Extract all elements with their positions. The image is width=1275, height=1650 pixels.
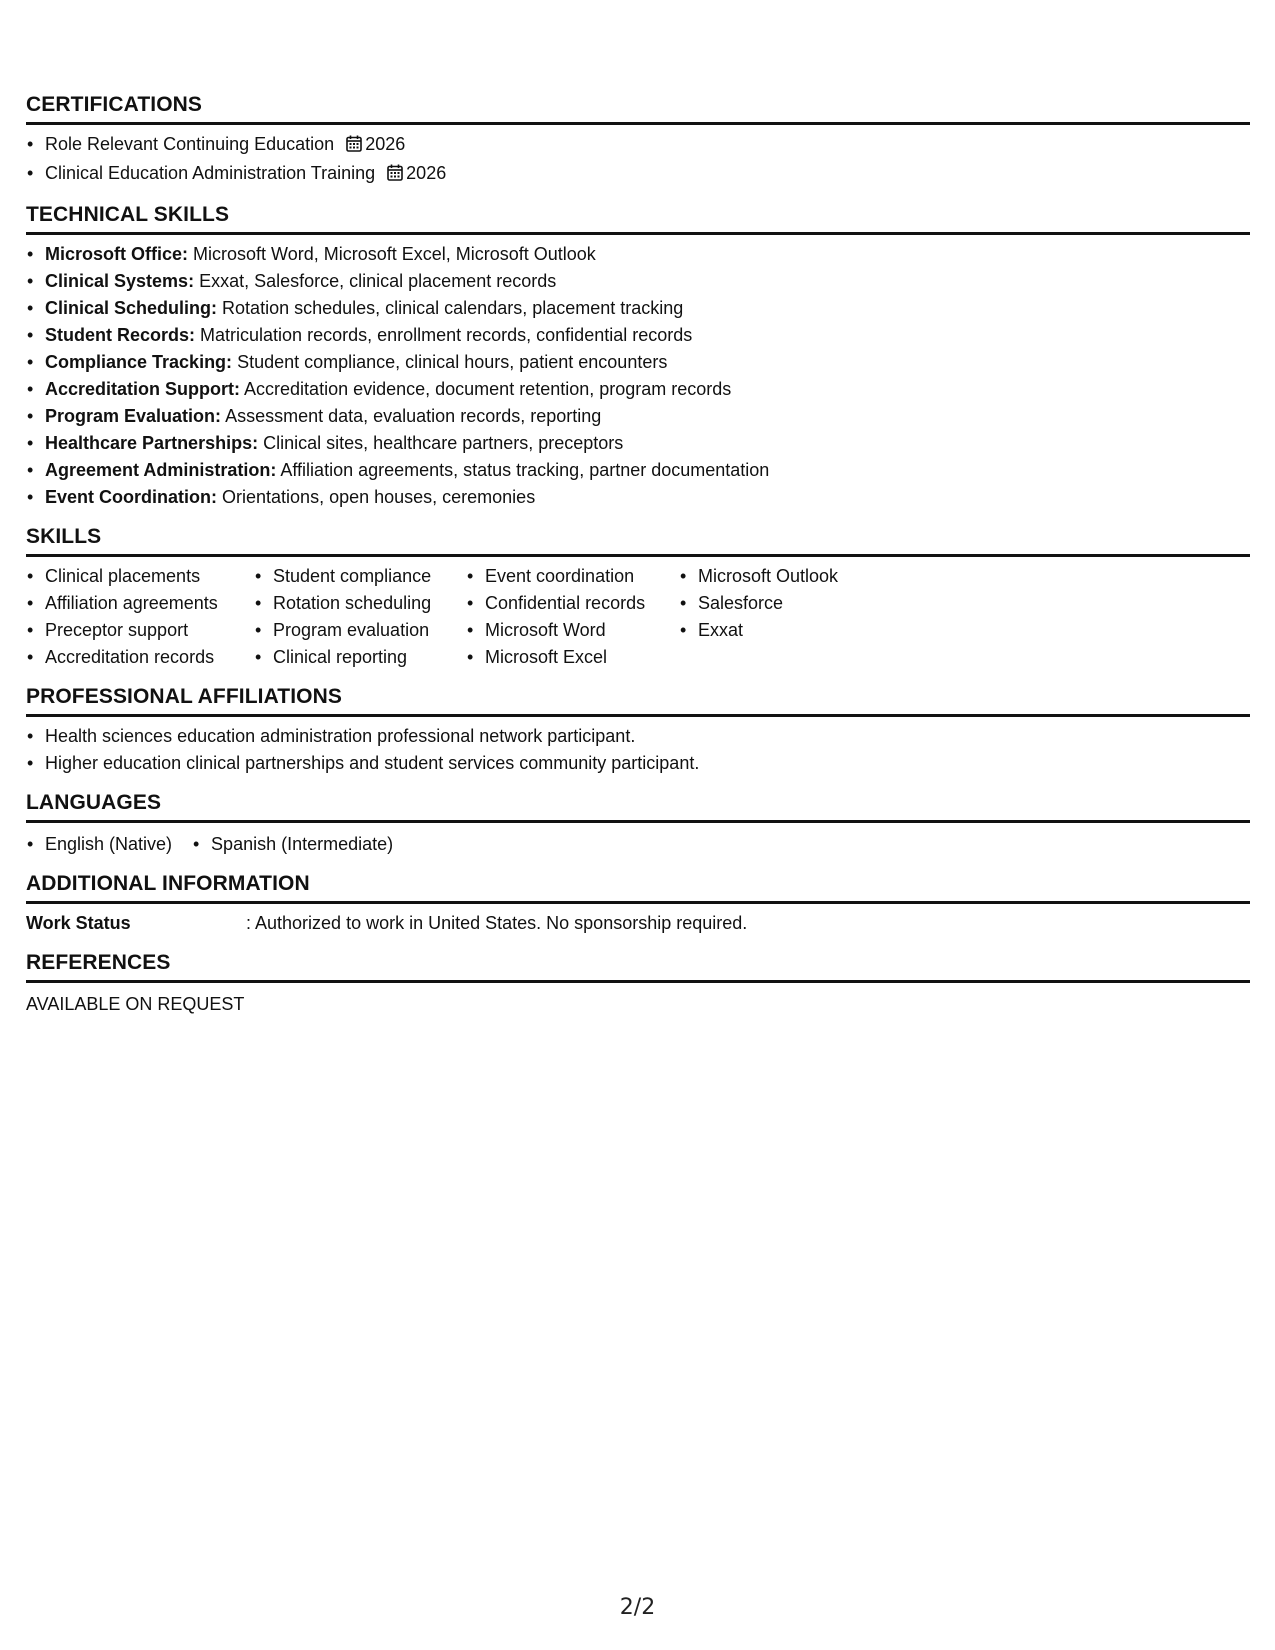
language-list: [26, 831, 192, 858]
skill-detail: Affiliation agreements, status tracking, partner documentation: [280, 460, 770, 480]
list-item: [26, 295, 1250, 322]
list-item: [26, 322, 1250, 349]
page-number: 2/2: [619, 1595, 656, 1620]
skill-detail: Assessment data, evaluation records, reporting: [225, 406, 602, 426]
list-item: • Accreditation records: [26, 644, 254, 671]
affiliations-list: [26, 723, 1250, 777]
skill-detail: Microsoft Word, Microsoft Excel, Microsoft Outlook: [193, 244, 596, 264]
list-item: • Health sciences education administration professional network participant.: [26, 723, 1250, 750]
list-item: [26, 131, 1250, 160]
section-title: SKILLS: [26, 524, 1250, 557]
list-item: [26, 376, 1250, 403]
affiliations-section: [26, 684, 1250, 777]
list-item: • Affiliation agreements: [26, 590, 254, 617]
list-item: [26, 268, 1250, 295]
calendar-icon: [387, 162, 403, 189]
skill-detail: Matriculation records, enrollment records, confidential records: [200, 325, 693, 345]
technical-skills-list: [26, 241, 1250, 511]
work-status-value: : Authorized to work in United States. No sponsorship required.: [246, 913, 748, 933]
technical-skills-section: [26, 202, 1250, 511]
certification-name: Role Relevant Continuing Education: [45, 134, 335, 154]
references-section: [26, 950, 1250, 1018]
resume-page: [26, 92, 1250, 1031]
list-item: [26, 484, 1250, 511]
list-item: • Event coordination: [466, 563, 679, 590]
skill-category: Healthcare Partnerships:: [45, 433, 259, 453]
list-item: • Exxat: [679, 617, 899, 644]
skill-detail: Clinical sites, healthcare partners, preceptors: [263, 433, 624, 453]
section-title: PROFESSIONAL AFFILIATIONS: [26, 684, 1250, 717]
list-item: • Student compliance: [254, 563, 466, 590]
references-text: AVAILABLE ON REQUEST: [26, 994, 245, 1014]
skills-section: [26, 524, 1250, 671]
skills-column: [679, 563, 899, 671]
skill-category: Student Records:: [45, 325, 196, 345]
additional-info-section: [26, 871, 1250, 937]
section-title: CERTIFICATIONS: [26, 92, 1250, 125]
skill-detail: Accreditation evidence, document retention, program records: [244, 379, 732, 399]
certifications-section: [26, 92, 1250, 189]
list-item: • Preceptor support: [26, 617, 254, 644]
skill-category: Program Evaluation:: [45, 406, 222, 426]
languages-row: [26, 831, 1250, 858]
certification-name: Clinical Education Administration Training: [45, 163, 376, 183]
skill-category: Clinical Scheduling:: [45, 298, 218, 318]
list-item: [26, 430, 1250, 457]
skill-category: Compliance Tracking:: [45, 352, 233, 372]
section-title: LANGUAGES: [26, 790, 1250, 823]
calendar-icon: [346, 133, 362, 160]
language-list: [192, 831, 413, 858]
work-status-row: [26, 910, 1250, 937]
skill-category: Clinical Systems:: [45, 271, 195, 291]
skill-category: Agreement Administration:: [45, 460, 277, 480]
list-item: • Salesforce: [679, 590, 899, 617]
skill-detail: Exxat, Salesforce, clinical placement records: [199, 271, 557, 291]
section-title: REFERENCES: [26, 950, 1250, 983]
skills-column: [26, 563, 254, 671]
list-item: • Clinical placements: [26, 563, 254, 590]
certifications-list: [26, 131, 1250, 189]
skill-category: Event Coordination:: [45, 487, 217, 507]
skills-column: [466, 563, 679, 671]
skills-grid: [26, 563, 1250, 671]
list-item: [26, 349, 1250, 376]
skill-category: Accreditation Support:: [45, 379, 241, 399]
list-item: • Microsoft Word: [466, 617, 679, 644]
list-item: [26, 160, 1250, 189]
skill-category: Microsoft Office:: [45, 244, 189, 264]
work-status-label: Work Status: [26, 913, 131, 933]
list-item: • Clinical reporting: [254, 644, 466, 671]
list-item: • Confidential records: [466, 590, 679, 617]
skill-detail: Student compliance, clinical hours, patient encounters: [237, 352, 668, 372]
list-item: • Spanish (Intermediate): [192, 831, 393, 858]
list-item: • Microsoft Outlook: [679, 563, 899, 590]
skill-detail: Orientations, open houses, ceremonies: [222, 487, 536, 507]
list-item: • Microsoft Excel: [466, 644, 679, 671]
certification-year: 2026: [365, 134, 406, 154]
list-item: [26, 403, 1250, 430]
section-title: ADDITIONAL INFORMATION: [26, 871, 1250, 904]
list-item: • Rotation scheduling: [254, 590, 466, 617]
list-item: • Higher education clinical partnerships and student services community participant.: [26, 750, 1250, 777]
list-item: [26, 457, 1250, 484]
section-title: TECHNICAL SKILLS: [26, 202, 1250, 235]
languages-section: [26, 790, 1250, 858]
list-item: • English (Native): [26, 831, 172, 858]
list-item: [26, 241, 1250, 268]
skills-column: [254, 563, 466, 671]
certification-year: 2026: [406, 163, 447, 183]
skill-detail: Rotation schedules, clinical calendars, placement tracking: [222, 298, 684, 318]
list-item: • Program evaluation: [254, 617, 466, 644]
